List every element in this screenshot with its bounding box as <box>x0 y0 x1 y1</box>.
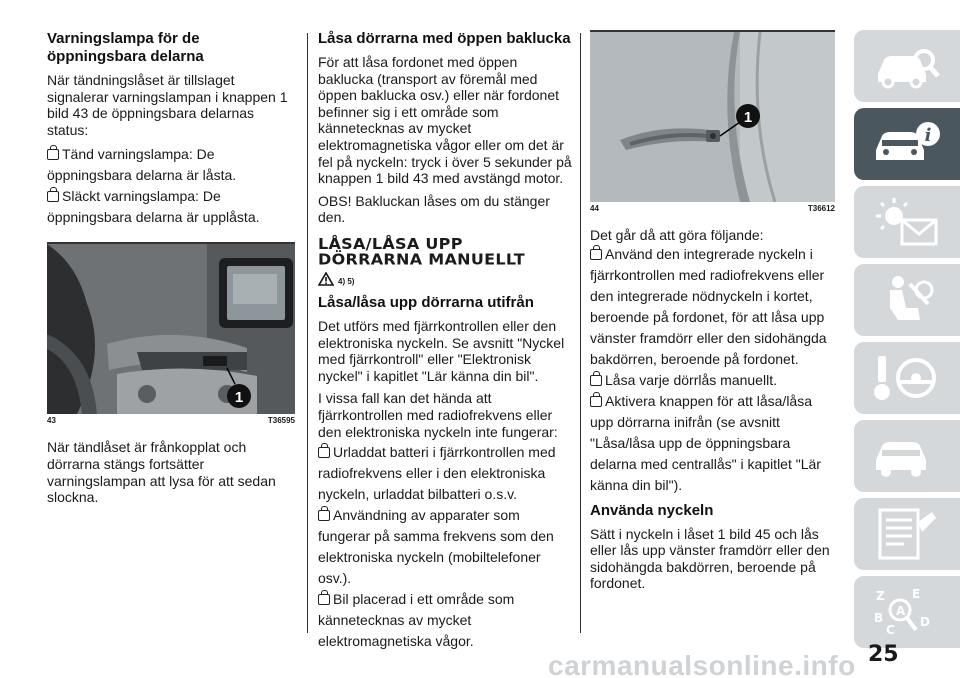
bullet-icon <box>318 510 330 521</box>
subheading: Använda nyckeln <box>590 501 714 519</box>
airbag-seat-icon <box>872 274 942 326</box>
bullet-item: Bil placerad i ett område som kännetecknas av mycket elektromagnetiska vågor. <box>318 591 515 650</box>
bullet-icon <box>318 594 330 605</box>
column-3 <box>590 30 835 598</box>
door-handle-image <box>590 32 835 202</box>
chapter-tab-4[interactable] <box>854 264 960 336</box>
figure-code: T36595 <box>267 416 295 426</box>
svg-text:Z: Z <box>876 589 885 603</box>
bullet-item: Låsa varje dörrlås manuellt. <box>590 370 835 391</box>
chapter-tab-3[interactable] <box>854 186 960 258</box>
chapter-sidebar <box>850 30 960 678</box>
column-divider <box>307 33 308 633</box>
svg-text:B: B <box>874 611 884 625</box>
footnote-refs: 4) 5) <box>338 276 355 286</box>
bullet-item: Aktivera knappen för att låsa/låsa upp dörrarna inifrån (se avsnitt "Låsa/låsa upp de öppningsbara delarna med centrallås" i kapitlet "Lär känna din bil"). <box>590 392 821 493</box>
column-1 <box>47 30 295 512</box>
section-heading: Varningslampa för de öppningsbara delarna <box>47 30 204 65</box>
warning-triangle-icon <box>318 272 334 286</box>
page-number: 25 <box>868 642 899 667</box>
warning-refs <box>318 272 572 286</box>
bullet-icon <box>590 375 602 386</box>
car-info-icon <box>872 118 942 170</box>
column-divider <box>580 33 581 633</box>
paragraph: Det går då att göra följande: <box>590 227 764 243</box>
paragraph: I vissa fall kan det hända att fjärrkontrollen med radiofrekvens eller den elektroniska nyckeln inte fungerar: <box>318 390 558 440</box>
dashboard-image <box>47 244 295 414</box>
paragraph: För att låsa fordonet med öppen baklucka (transport av föremål med öppen baklucka osv.) eller när fordonet befinner sig i ett område som kännetecknas av mycket elektromagnetiska vågor eller om det är fel på nyckeln: tryck i över 5 sekunder på knappen 1 bild 43 med avstängd motor. <box>318 54 572 187</box>
svg-text:C: C <box>886 623 895 637</box>
figure-number: 43 <box>47 416 56 426</box>
steering-key-icon <box>872 352 942 404</box>
svg-text:E: E <box>912 587 921 601</box>
column-2 <box>318 30 572 652</box>
bullet-item: Släckt varningslampa: De öppningsbara delarna är upplåsta. <box>47 188 260 226</box>
svg-text:i: i <box>924 125 932 146</box>
subheading: Låsa/låsa upp dörrarna utifrån <box>318 293 534 311</box>
paragraph: När tändningslåset är tillslaget signalerar varningslampan i knappen 1 bild 43 de öppningsbara delarnas status: <box>47 72 288 138</box>
chapter-tab-8[interactable] <box>854 576 960 648</box>
warning-lights-icon <box>872 196 942 248</box>
bullet-item: Tänd varningslampa: De öppningsbara delarna är låsta. <box>47 146 237 184</box>
bullet-icon <box>47 149 59 160</box>
paragraph: OBS! Bakluckan låses om du stänger den. <box>318 192 550 226</box>
car-search-icon <box>872 40 942 92</box>
figure-number: 44 <box>590 204 599 213</box>
chapter-tab-6[interactable] <box>854 420 960 492</box>
section-heading: Låsa dörrarna med öppen baklucka <box>318 30 571 47</box>
chapter-heading: LÅSA/LÅSA UPP DÖRRARNA MANUELLT <box>318 234 525 269</box>
chapter-tab-2[interactable] <box>854 108 960 180</box>
figure-caption <box>590 204 835 213</box>
chapter-tab-7[interactable] <box>854 498 960 570</box>
svg-text:A: A <box>896 604 906 618</box>
car-service-icon <box>872 430 942 482</box>
bullet-item: Använd den integrerade nyckeln i fjärrkontrollen med radiofrekvens eller den integrerade nödnyckeln i kortet, beroende på fordonet, för att låsa upp vänster framdörr eller den sidohängda bakdörren, beroende på fordonet. <box>590 245 827 367</box>
paragraph: Det utförs med fjärrkontrollen eller den elektroniska nyckeln. Se avsnitt "Nyckel med fjärrkontroll" eller "Elektronisk nyckel" i kapitlet "Lär känna din bil". <box>318 317 565 384</box>
spec-list-icon <box>872 508 942 560</box>
paragraph: När tändlåset är frånkopplat och dörrarna stängs fortsätter varningslampan att lysa för att sedan slockna. <box>47 439 276 506</box>
svg-text:D: D <box>920 615 930 629</box>
bullet-icon <box>590 396 602 407</box>
bullet-item: Urladdat batteri i fjärrkontrollen med radiofrekvens eller i den elektroniska nyckeln, urladdat bilbatteri o.s.v. <box>318 444 556 503</box>
chapter-tab-5[interactable] <box>854 342 960 414</box>
chapter-tab-1[interactable] <box>854 30 960 102</box>
callout-label: 1 <box>234 389 244 407</box>
figure-door-handle <box>590 30 835 202</box>
bullet-item: Användning av apparater som fungerar på samma frekvens som den elektroniska nyckeln (mobiltelefoner osv.). <box>318 507 554 587</box>
figure-dashboard <box>47 242 295 414</box>
bullet-icon <box>590 249 602 260</box>
index-search-icon <box>872 586 942 638</box>
figure-code: T36612 <box>807 204 835 213</box>
callout-label: 1 <box>743 109 753 126</box>
figure-caption <box>47 416 295 425</box>
bullet-icon <box>47 191 59 202</box>
bullet-icon <box>318 447 330 458</box>
watermark: carmanualsonline.info <box>548 650 856 678</box>
paragraph: Sätt i nyckeln i låset 1 bild 45 och lås eller lås upp vänster framdörr eller den sidohängda bakdörren, beroende på fordonet. <box>590 525 830 592</box>
